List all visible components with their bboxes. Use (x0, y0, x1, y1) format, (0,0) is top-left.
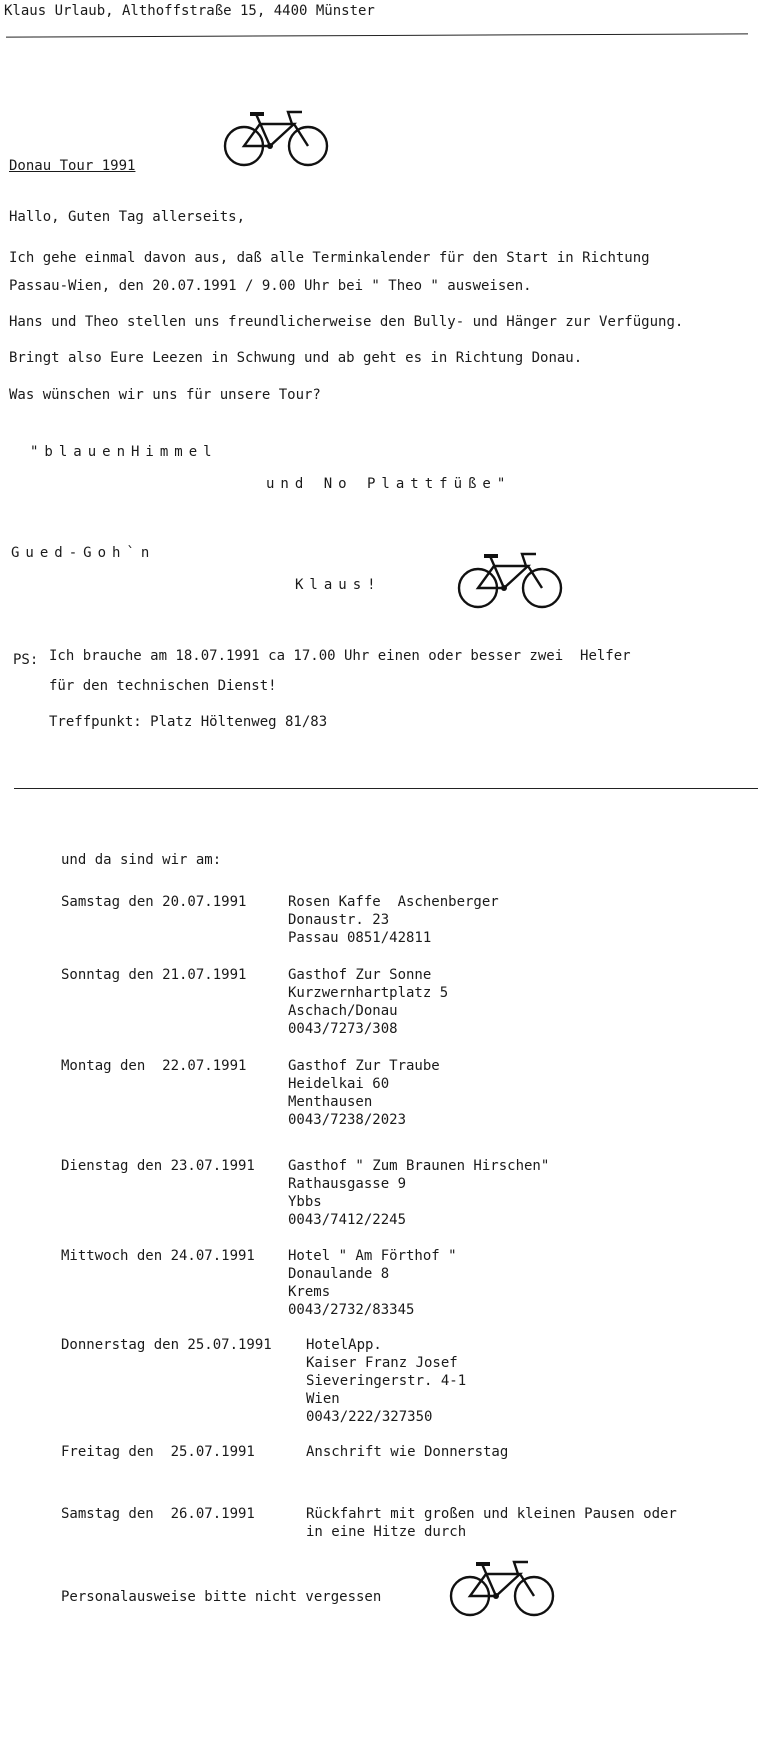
ps-label: PS: (13, 652, 39, 668)
itinerary-intro: und da sind wir am: (61, 852, 222, 868)
itinerary-address (288, 1157, 549, 1229)
address-line: Wien (306, 1391, 340, 1407)
ps-line: für den technischen Dienst! (49, 678, 277, 694)
paragraph-line: Hans und Theo stellen uns freundlicherweise den Bully- und Hänger zur Verfügung. (9, 314, 684, 330)
ps-line: Ich brauche am 18.07.1991 ca 17.00 Uhr einen oder besser zwei Helfer (49, 648, 631, 664)
itinerary-day: Donnerstag den 25.07.1991 (61, 1337, 272, 1353)
itinerary-day: Freitag den 25.07.1991 (61, 1444, 255, 1460)
paragraph-line: Was wünschen wir uns für unsere Tour? (9, 387, 321, 403)
signature: Klaus! (295, 577, 382, 593)
greeting: Hallo, Guten Tag allerseits, (9, 209, 246, 225)
itinerary-day: Sonntag den 21.07.1991 (61, 967, 247, 983)
itinerary-address (288, 893, 499, 947)
section-divider (14, 788, 758, 789)
address-line: Gasthof Zur Traube (288, 1058, 440, 1074)
address-line: Kaiser Franz Josef (306, 1355, 458, 1371)
address-line: Rathausgasse 9 (288, 1176, 407, 1192)
address-line: Hotel " Am Förthof " (288, 1248, 457, 1264)
address-line: Rosen Kaffe Aschenberger (288, 894, 499, 910)
address-line: HotelApp. (306, 1337, 382, 1353)
wish-line: und No Plattfüße" (266, 476, 512, 492)
address-line: in eine Hitze durch (306, 1524, 467, 1540)
address-line: Kurzwernhartplatz 5 (288, 985, 449, 1001)
itinerary-day: Montag den 22.07.1991 (61, 1058, 247, 1074)
paragraph-line: Ich gehe einmal davon aus, daß alle Terminkalender für den Start in Richtung (9, 250, 650, 266)
itinerary-address (306, 1336, 466, 1426)
address-line: Krems (288, 1284, 331, 1300)
address-line: 0043/7273/308 (288, 1021, 398, 1037)
bicycle-icon (456, 548, 564, 612)
paragraph-line: Bringt also Eure Leezen in Schwung und ab geht es in Richtung Donau. (9, 350, 583, 366)
itinerary-day: Dienstag den 23.07.1991 (61, 1158, 255, 1174)
address-line: Donaulande 8 (288, 1266, 390, 1282)
address-line: 0043/222/327350 (306, 1409, 433, 1425)
address-line: Sieveringerstr. 4-1 (306, 1373, 467, 1389)
itinerary-address (288, 1247, 457, 1319)
itinerary-address (306, 1443, 508, 1461)
address-line: 0043/7412/2245 (288, 1212, 407, 1228)
letterhead: Klaus Urlaub, Althoffstraße 15, 4400 Münster (4, 3, 375, 19)
letterhead-rule (6, 33, 748, 37)
address-line: Aschach/Donau (288, 1003, 398, 1019)
letter-heading: Donau Tour 1991 (9, 158, 136, 174)
itinerary-address (288, 966, 448, 1038)
address-line: Donaustr. 23 (288, 912, 390, 928)
farewell: Gued-Goh`n (11, 545, 156, 561)
paragraph-line: Passau-Wien, den 20.07.1991 / 9.00 Uhr bei " Theo " ausweisen. (9, 278, 532, 294)
itinerary-address (288, 1057, 440, 1129)
address-line: Gasthof Zur Sonne (288, 967, 432, 983)
bicycle-icon (222, 106, 330, 170)
wish-line: "blauenHimmel (30, 444, 218, 460)
address-line: Menthausen (288, 1094, 373, 1110)
itinerary-day: Samstag den 20.07.1991 (61, 894, 247, 910)
address-line: Gasthof " Zum Braunen Hirschen" (288, 1158, 550, 1174)
ps-line: Treffpunkt: Platz Höltenweg 81/83 (49, 714, 328, 730)
address-line: 0043/7238/2023 (288, 1112, 407, 1128)
address-line: Passau 0851/42811 (288, 930, 432, 946)
address-line: Rückfahrt mit großen und kleinen Pausen oder (306, 1506, 677, 1522)
itinerary-address (306, 1505, 677, 1541)
address-line: 0043/2732/83345 (288, 1302, 415, 1318)
itinerary-closing: Personalausweise bitte nicht vergessen (61, 1589, 382, 1605)
bicycle-icon (448, 1556, 556, 1620)
address-line: Ybbs (288, 1194, 322, 1210)
itinerary-day: Mittwoch den 24.07.1991 (61, 1248, 255, 1264)
itinerary-day: Samstag den 26.07.1991 (61, 1506, 255, 1522)
address-line: Heidelkai 60 (288, 1076, 390, 1092)
address-line: Anschrift wie Donnerstag (306, 1444, 509, 1460)
